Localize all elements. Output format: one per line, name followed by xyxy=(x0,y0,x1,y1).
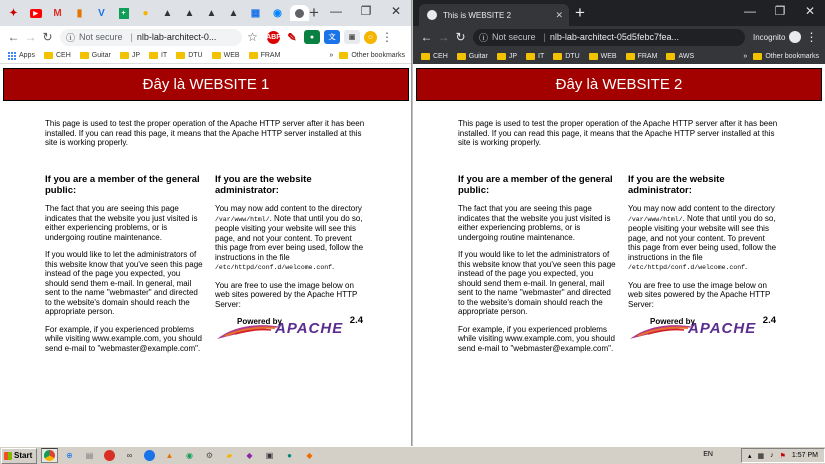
toolbar xyxy=(413,26,825,48)
extensions xyxy=(267,30,377,44)
tab-pinned-12[interactable]: ▦ xyxy=(250,7,261,19)
extension-green-icon[interactable]: ● xyxy=(304,30,320,44)
paragraph: You may now add content to the directory /var/www/html/. Note that until you do so, people visiting your website will see this page, and not your content. To prevent this page from ever being used, follow the instructions in the file /etc/httpd/conf.d/welcome.conf. xyxy=(628,204,777,271)
language-indicator[interactable]: EN xyxy=(703,451,713,458)
folder-icon xyxy=(589,53,598,60)
page-banner: Đây là WEBSITE 1 xyxy=(3,68,409,101)
folder-icon xyxy=(44,52,53,59)
taskbar-settings-icon[interactable]: ⚙ xyxy=(205,451,214,460)
public-section xyxy=(45,174,205,361)
tab-pinned-1[interactable]: ✦ xyxy=(9,7,18,19)
admin-heading: If you are the website administrator: xyxy=(215,174,312,196)
tab-sheets[interactable]: + xyxy=(114,5,133,21)
folder-icon xyxy=(120,52,129,59)
bookmark-folder[interactable]: WEB xyxy=(589,53,617,60)
other-bookmarks[interactable]: Other bookmarks xyxy=(339,52,405,59)
address-bar[interactable]: ⓘ Not secure | nlb-lab-architect-0... xyxy=(60,29,242,46)
window-controls xyxy=(735,4,825,18)
reload-button[interactable]: ↻ xyxy=(42,30,53,44)
bookmark-folder[interactable]: Guitar xyxy=(457,53,488,60)
taskbar-terminal-icon[interactable]: ▣ xyxy=(265,451,274,460)
admin-heading: If you are the website administrator: xyxy=(628,174,725,196)
chevron-right-icon[interactable]: » xyxy=(743,52,748,60)
paragraph: For example, if you experienced problems while visiting www.example.com, you should send e-mail to "webmaster@example.com". xyxy=(45,324,202,353)
folder-icon xyxy=(176,52,185,59)
paragraph: If you would like to let the administrators of this website know that you've seen this page instead of the page you expected, you should send them e-mail. In general, mail sent to the name "webmaster" and directed to the website's domain should reach the appropriate person. xyxy=(458,250,616,316)
intro-text: This page is used to test the proper operation of the Apache HTTP server after it has been installed. If you can read this page, it means that the Apache HTTP server installed at this site is working properly. xyxy=(45,119,365,147)
close-button[interactable]: ✕ xyxy=(390,4,402,18)
new-tab-button[interactable]: + xyxy=(309,3,319,22)
paragraph: The fact that you are seeing this page indicates that the website you just visited is either experiencing problems, or is undergoing routine maintenance. xyxy=(458,204,611,242)
info-icon: ⓘ xyxy=(66,32,76,43)
bookmark-folder[interactable]: CEH xyxy=(421,53,448,60)
taskbar xyxy=(0,446,825,464)
admin-section xyxy=(628,174,778,343)
taskbar-app-red-icon[interactable] xyxy=(101,448,118,463)
start-button[interactable]: Start xyxy=(1,448,37,464)
chevron-right-icon[interactable]: » xyxy=(329,52,334,59)
forward-button[interactable]: → xyxy=(24,30,37,44)
maximize-button[interactable]: ❐ xyxy=(360,4,372,18)
window-controls xyxy=(321,4,411,18)
taskbar-files-icon[interactable]: ▤ xyxy=(85,451,94,460)
back-button[interactable]: ← xyxy=(7,30,20,44)
taskbar-chrome-icon[interactable] xyxy=(41,448,58,463)
tray-volume-icon[interactable]: ♪ xyxy=(770,452,774,459)
system-tray xyxy=(741,448,825,463)
folder-icon xyxy=(457,53,466,60)
reload-button[interactable]: ↻ xyxy=(455,30,466,44)
paragraph: The fact that you are seeing this page indicates that the website you just visited is either experiencing problems, or is undergoing routine maintenance. xyxy=(45,204,198,242)
tray-arrow-icon[interactable]: ▴ xyxy=(748,452,752,460)
page-content xyxy=(413,64,825,446)
tab-pinned-7[interactable]: ● xyxy=(142,7,149,19)
folder-icon xyxy=(149,52,158,59)
tab-active[interactable]: This is WEBSITE 2 ✕ xyxy=(419,4,569,26)
tab-gmail[interactable]: M xyxy=(53,7,62,19)
bookmark-folder[interactable]: CEH xyxy=(44,52,71,59)
bookmark-folder[interactable]: JP xyxy=(120,52,140,59)
powered-by-apache-logo: Powered by 2.4 APACHE xyxy=(628,317,778,343)
other-bookmarks[interactable]: Other bookmarks xyxy=(753,53,819,60)
tray-network-icon[interactable]: ▦ xyxy=(757,452,765,460)
taskbar-app-purple-icon[interactable]: ◆ xyxy=(246,451,253,460)
bookmark-folder[interactable]: FRAM xyxy=(249,52,281,59)
folder-icon xyxy=(626,53,635,60)
tab-pinned-10[interactable]: ▲ xyxy=(206,7,217,19)
tab-pinned-9[interactable]: ▲ xyxy=(184,7,195,19)
folder-icon xyxy=(212,52,221,59)
admin-section xyxy=(215,174,365,343)
incognito-indicator[interactable]: Incognito xyxy=(753,31,801,43)
public-section xyxy=(458,174,618,361)
tab-pinned-8[interactable]: ▲ xyxy=(162,7,173,19)
new-tab-button[interactable]: + xyxy=(575,3,585,22)
tab-messenger[interactable]: ◉ xyxy=(273,7,282,19)
tab-pinned-4[interactable]: ▮ xyxy=(76,7,83,19)
browser-window-1 xyxy=(0,0,412,446)
page-content xyxy=(0,64,412,446)
browser-window-2 xyxy=(413,0,825,446)
taskbar-glasses-icon[interactable]: ∞ xyxy=(126,451,133,460)
extension-extra-icon[interactable]: ▣ xyxy=(344,30,360,44)
taskbar-app-green-icon[interactable]: ◉ xyxy=(186,451,193,460)
folder-icon xyxy=(666,53,675,60)
taskbar-app-blue-icon[interactable] xyxy=(141,448,158,463)
minimize-button[interactable]: — xyxy=(744,4,756,18)
tray-flag-icon[interactable]: ⚑ xyxy=(779,452,786,460)
not-secure-label: Not secure xyxy=(79,32,123,42)
info-icon: ⓘ xyxy=(479,32,489,43)
windows-logo-icon xyxy=(4,452,12,460)
bookmark-folder[interactable]: WEB xyxy=(212,52,240,59)
pen-extension-icon[interactable]: ✎ xyxy=(287,31,297,44)
bookmark-folder[interactable]: Guitar xyxy=(80,52,111,59)
bookmark-folder[interactable]: DTU xyxy=(176,52,202,59)
back-button[interactable]: ← xyxy=(420,30,433,44)
intro-text: This page is used to test the proper operation of the Apache HTTP server after it has been installed. If you can read this page, it means that the Apache HTTP server installed at this site is working properly. xyxy=(458,119,778,147)
close-tab-icon[interactable]: ✕ xyxy=(555,9,563,20)
folder-icon xyxy=(339,52,348,59)
address-bar[interactable]: ⓘ Not secure | nlb-lab-architect-05d5febc7fea... xyxy=(473,29,745,46)
bookmark-folder[interactable]: AWS xyxy=(666,53,694,60)
paragraph: If you would like to let the administrators of this website know that you've seen this page instead of the page you expected, you should send them e-mail. In general, mail sent to the name "webmaster" and directed to the website's domain should reach the appropriate person. xyxy=(45,250,203,316)
folder-icon xyxy=(421,53,430,60)
taskbar-app-teal-icon[interactable]: ● xyxy=(287,451,292,460)
globe-icon xyxy=(295,9,304,18)
tab-strip xyxy=(413,0,825,26)
adblock-icon[interactable]: ABP xyxy=(267,31,280,44)
tab-pinned-11[interactable]: ▲ xyxy=(228,7,239,19)
bookmark-folder[interactable]: JP xyxy=(497,53,517,60)
apps-grid-icon xyxy=(8,52,16,60)
bookmark-apps[interactable]: Apps xyxy=(8,52,35,60)
bookmark-folder[interactable]: FRAM xyxy=(626,53,658,60)
globe-icon xyxy=(427,10,437,20)
taskbar-vlc-icon[interactable]: ▲ xyxy=(165,451,174,460)
close-button[interactable]: ✕ xyxy=(804,4,816,18)
extension-translate-icon[interactable]: 文 xyxy=(324,30,340,44)
page-banner: Đây là WEBSITE 2 xyxy=(416,68,822,101)
bookmark-folder[interactable]: DTU xyxy=(553,53,579,60)
folder-icon xyxy=(753,53,762,60)
paragraph: You are free to use the image below on web sites powered by the Apache HTTP Server: xyxy=(215,280,358,309)
bookmarks-bar xyxy=(0,48,411,64)
minimize-button[interactable]: — xyxy=(330,4,342,18)
bookmark-folder[interactable]: IT xyxy=(526,53,544,60)
tab-strip xyxy=(0,0,411,26)
taskbar-search-icon[interactable]: ⊕ xyxy=(66,451,73,460)
clock[interactable]: 1:57 PM xyxy=(791,452,818,459)
folder-icon xyxy=(526,53,535,60)
paragraph: You may now add content to the directory /var/www/html/. Note that until you do so, people visiting your website will see this page, and not your content. To prevent this page from ever being used, follow the instructions in the file /etc/httpd/conf.d/welcome.conf. xyxy=(215,204,364,271)
forward-button[interactable]: → xyxy=(437,30,450,44)
folder-icon xyxy=(553,53,562,60)
tab-pinned-5[interactable]: V xyxy=(98,7,105,19)
bookmark-star-icon[interactable]: ☆ xyxy=(247,30,258,44)
tab-youtube[interactable]: ▶ xyxy=(26,5,45,21)
bookmark-folder[interactable]: IT xyxy=(149,52,167,59)
menu-icon[interactable]: ⋮ xyxy=(381,30,393,44)
public-heading: If you are a member of the general public: xyxy=(458,174,613,196)
incognito-icon xyxy=(789,31,801,43)
url-text: nlb-lab-architect-05d5febc7fea... xyxy=(549,32,679,42)
menu-icon[interactable]: ⋮ xyxy=(805,30,818,44)
folder-icon xyxy=(497,53,506,60)
paragraph: For example, if you experienced problems while visiting www.example.com, you should send e-mail to "webmaster@example.com". xyxy=(458,324,615,353)
powered-by-apache-logo: Powered by 2.4 APACHE xyxy=(215,317,365,343)
toolbar xyxy=(0,26,411,48)
public-heading: If you are a member of the general public: xyxy=(45,174,200,196)
maximize-button[interactable]: ❐ xyxy=(774,4,786,18)
taskbar-folder-icon[interactable]: ▰ xyxy=(226,451,233,460)
folder-icon xyxy=(80,52,89,59)
not-secure-label: Not secure xyxy=(492,32,536,42)
folder-icon xyxy=(249,52,258,59)
taskbar-app-orange-icon[interactable]: ◆ xyxy=(306,451,313,460)
bookmarks-bar xyxy=(413,48,825,64)
url-text: nlb-lab-architect-0... xyxy=(136,32,217,42)
profile-avatar[interactable]: ☺ xyxy=(364,31,377,44)
paragraph: You are free to use the image below on web sites powered by the Apache HTTP Server: xyxy=(628,280,771,309)
